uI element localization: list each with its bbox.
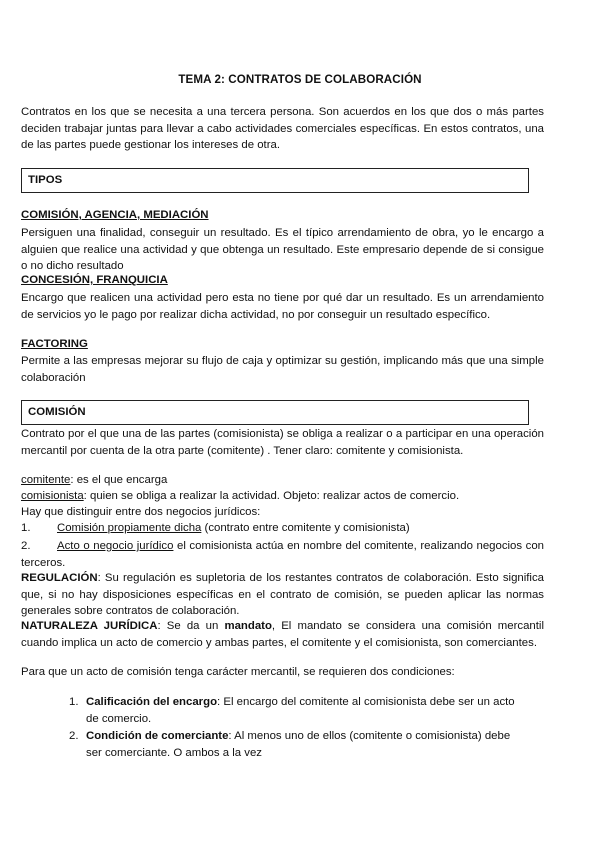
regulacion-text: : Su regulación es supletoria de los restantes contratos de colaboración. Esto significa que, si no hay disposiciones específicas en el contrato de comisión, se pueden aplicar las normas generales sobre contratos de colaboración. <box>21 572 544 617</box>
comitente-term: comitente <box>21 474 71 486</box>
naturaleza-paragraph <box>21 618 544 651</box>
comisionista-definition: : quien se obliga a realizar la actividad. Objeto: realizar actos de comercio. <box>83 490 460 502</box>
negocio-rest-2: el comisionista actúa en nombre del comitente, realizando negocios con terceros. <box>21 540 545 569</box>
condicion-number-2: 2. <box>69 730 79 742</box>
negocio-item-1 <box>21 522 410 534</box>
tipo-heading-comision: COMISIÓN, AGENCIA, MEDIACIÓN <box>21 209 209 221</box>
intro-paragraph: Contratos en los que se necesita a una tercera persona. Son acuerdos en los que dos o más partes deciden trabajar juntas para llevar a cabo actividades comerciales específicas. En estos contratos, una de las partes puede gestionar los intereses de otra. <box>21 106 544 151</box>
condicion-text-1: : El encargo del comitente al comisionista debe ser un acto de comercio. <box>86 696 515 725</box>
comisionista-term: comisionista <box>21 490 84 502</box>
condicion-label-1: Calificación del encargo <box>86 696 218 708</box>
regulacion-label: REGULACIÓN <box>21 572 98 584</box>
distinguir-line: Hay que distinguir entre dos negocios jurídicos: <box>21 506 261 518</box>
negocio-item-2 <box>21 538 544 571</box>
tipos-section-box: TIPOS <box>21 168 529 193</box>
condiciones-intro: Para que un acto de comisión tenga carácter mercantil, se requieren dos condiciones: <box>21 666 455 678</box>
condicion-number-1: 1. <box>69 696 79 708</box>
tipo-heading-concesion: CONCESIÓN, FRANQUICIA <box>21 274 168 286</box>
negocio-number-2: 2. <box>21 540 31 552</box>
comitente-line <box>21 474 167 486</box>
negocio-number-1: 1. <box>21 522 31 534</box>
regulacion-paragraph <box>21 570 544 620</box>
negocio-term-1: Comisión propiamente dicha <box>57 522 202 534</box>
tipo-text-concesion: Encargo que realicen una actividad pero esta no tiene por qué dar un resultado. Es un arrendamiento de servicios yo le pago por realizar dicha actividad, no por conseguir un resultado específico. <box>21 292 544 321</box>
condicion-label-2: Condición de comerciante <box>86 730 229 742</box>
condicion-text-2: : Al menos uno de ellos (comitente o comisionista) debe ser comerciante. O ambos a la vez <box>86 730 511 759</box>
comision-section-box: COMISIÓN <box>21 400 529 425</box>
naturaleza-mandato: mandato <box>224 620 272 632</box>
tipo-heading-factoring: FACTORING <box>21 338 88 350</box>
negocio-term-2: Acto o negocio jurídico <box>57 540 174 552</box>
naturaleza-post: , El mandato se considera una comisión mercantil cuando implica un acto de comercio y ambas partes, el comitente y el comisionista, son comerciantes. <box>21 620 544 649</box>
naturaleza-label: NATURALEZA JURÍDICA <box>21 620 158 632</box>
comitente-definition: : es el que encarga <box>70 474 168 486</box>
comision-definition: Contrato por el que una de las partes (comisionista) se obliga a realizar o a participar en una operación mercantil por cuenta de la otra parte (comitente) . Tener claro: comitente y comisionista. <box>21 428 544 457</box>
naturaleza-pre: : Se da un <box>157 620 225 632</box>
comisionista-line <box>21 490 459 502</box>
tipo-text-factoring: Permite a las empresas mejorar su flujo de caja y optimizar su gestión, implicando más que una simple colaboración <box>21 355 544 384</box>
negocio-rest-1: (contrato entre comitente y comisionista) <box>201 522 410 534</box>
page-title: TEMA 2: CONTRATOS DE COLABORACIÓN <box>178 73 422 86</box>
tipo-text-comision: Persiguen una finalidad, conseguir un resultado. Es el típico arrendamiento de obra, yo le encargo a alguien que realice una actividad y que obtenga un resultado. Este empresario depende de si consigue o no dicho resultado <box>21 227 544 272</box>
